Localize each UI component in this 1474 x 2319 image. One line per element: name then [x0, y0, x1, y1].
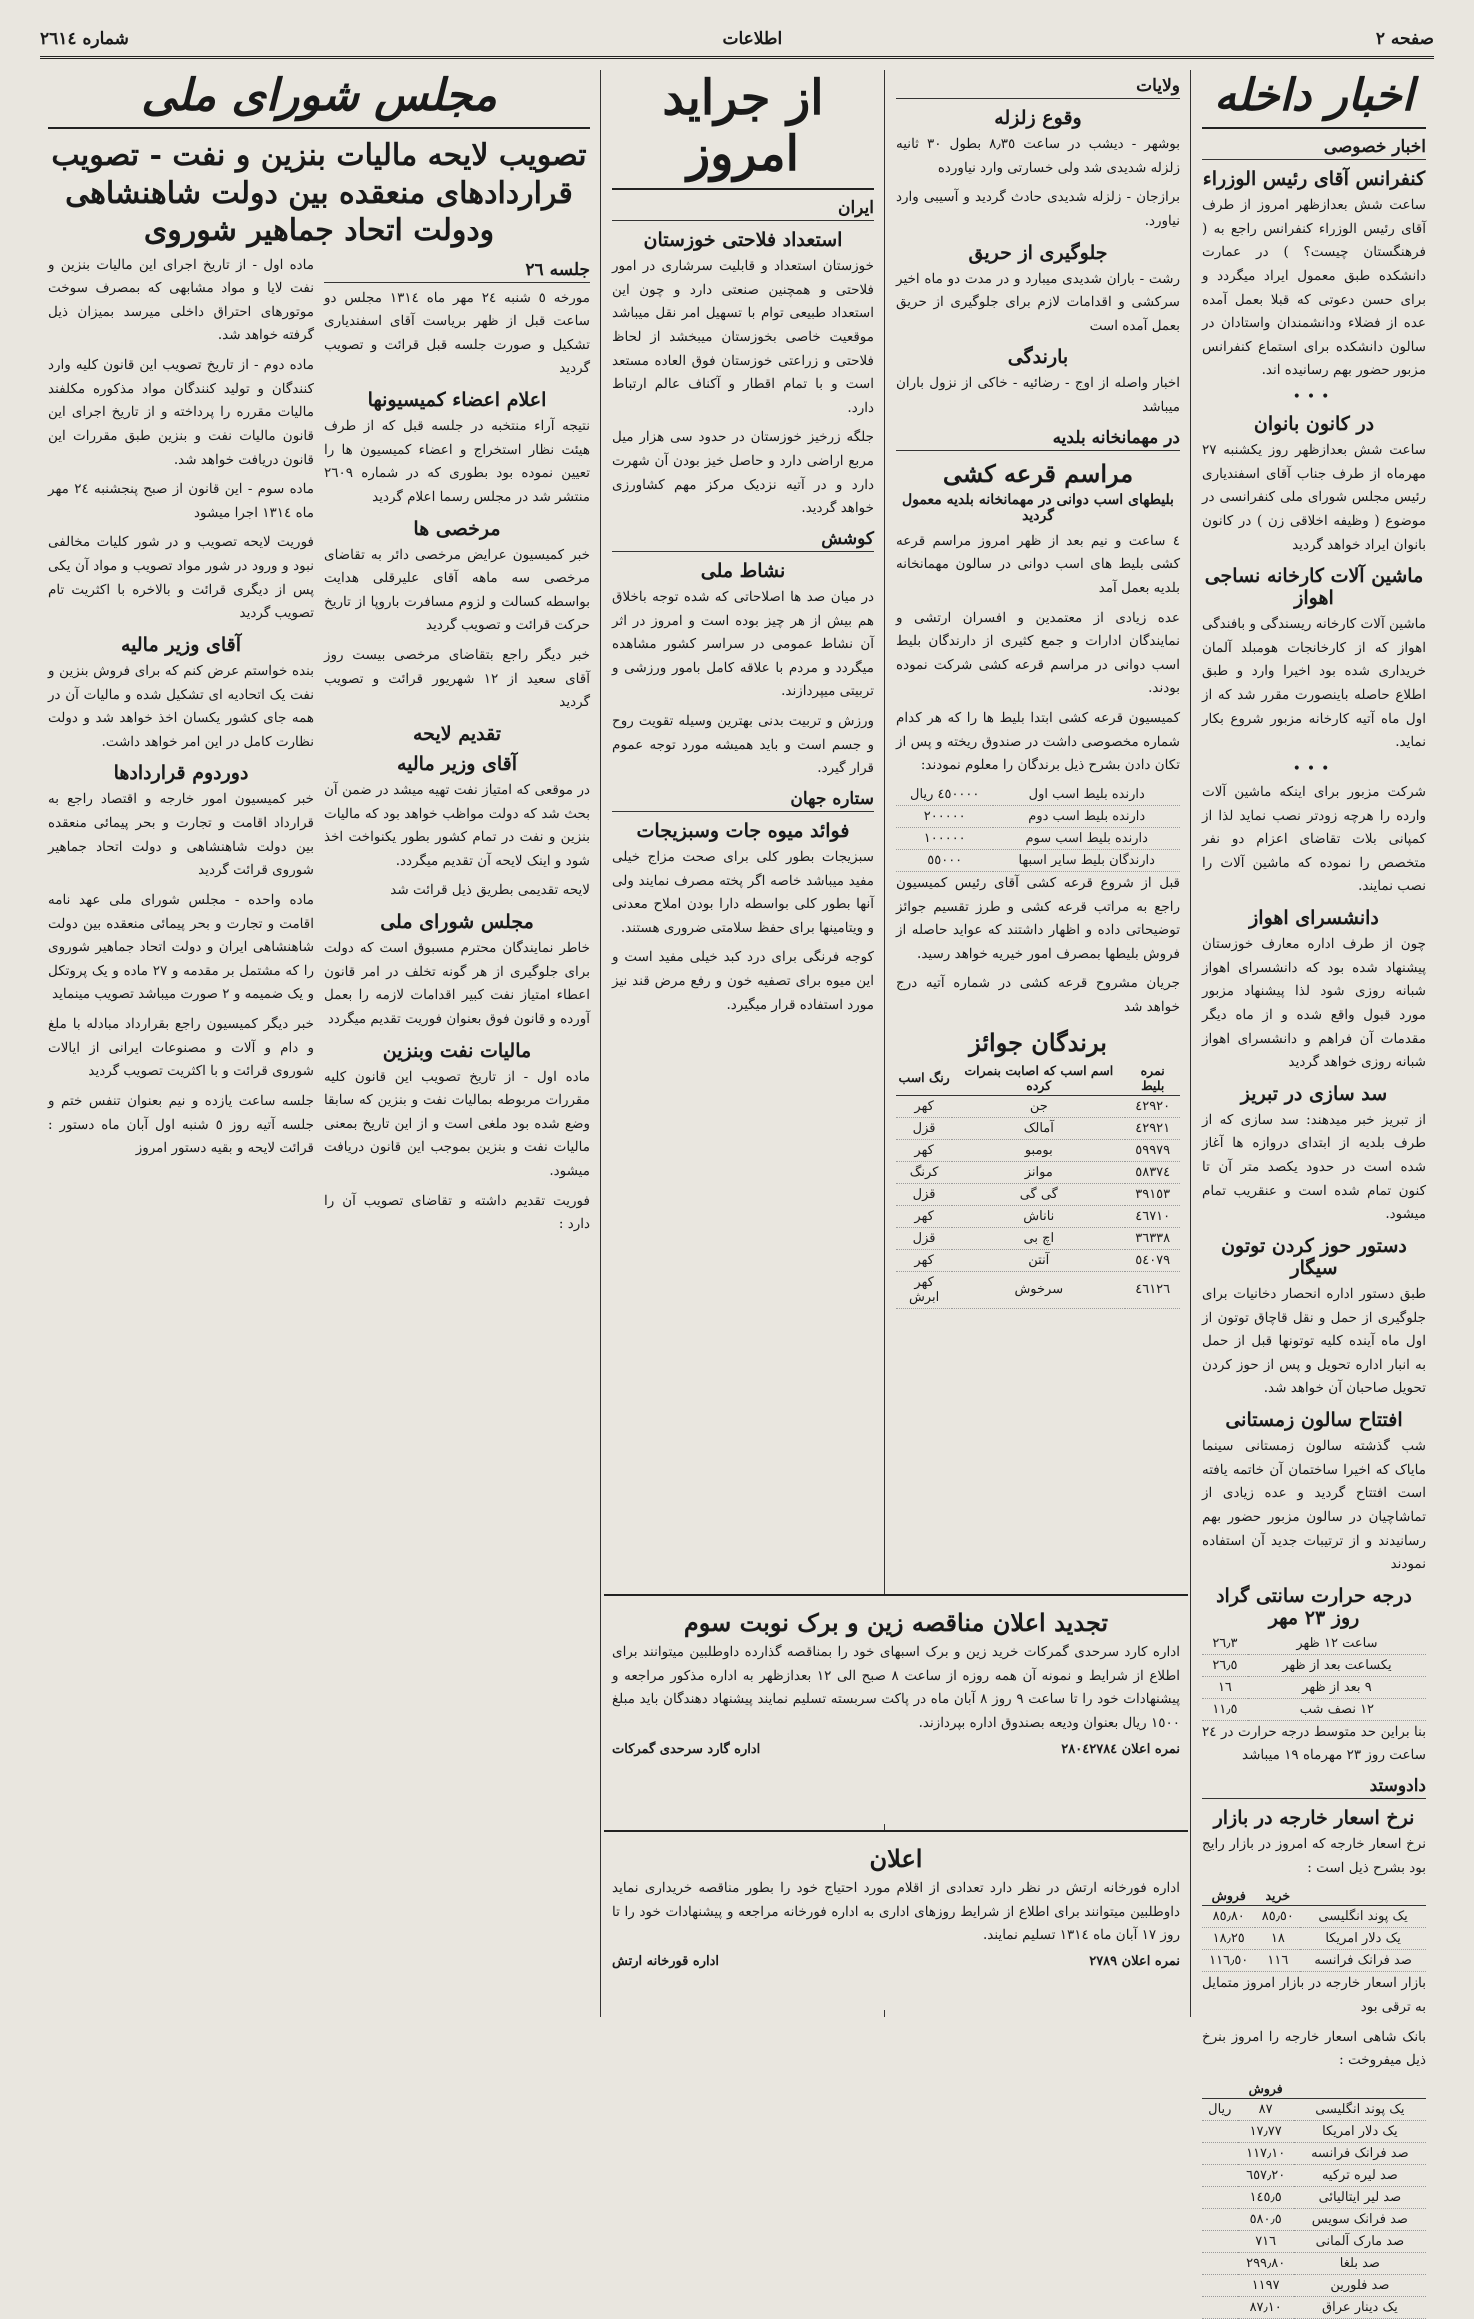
notice-reference: نمره اعلان ٢٧٨٩ [1089, 1953, 1180, 1969]
table-cell: ٧١٦ [1238, 2230, 1294, 2252]
prize-table [896, 784, 1180, 872]
table-cell: ٥٩٩٧٩ [1125, 1139, 1180, 1161]
table-row [1202, 1906, 1426, 1928]
table-cell: ٥٨٣٧٤ [1125, 1161, 1180, 1183]
headline: جلوگیری از حریق [968, 241, 1108, 264]
headline: مراسم قرعه کشی [942, 458, 1134, 488]
article-text: مورخه ٥ شنبه ٢٤ مهر ماه ١٣١٤ مجلس دو ساعت قبل از ظهر بریاست آقای اسفندیاری تشکیل و صورت جلسه قبل قرائت و تصویب گردید [324, 289, 591, 377]
table-row [1202, 2274, 1426, 2296]
article-text: شب گذشته سالون زمستانی سینما مایاک که اخیرا ساختمان آن خاتمه یافته است افتتاح گردید و عده زیادی از تماشاچیان در سالون مزبور حضور بهم رسانیدند و از ترتیبات جدید آن استفاده نمودند [1202, 1438, 1426, 1573]
headline: اعلام اعضاء کمیسیونها [367, 389, 547, 411]
table-cell [1202, 2252, 1238, 2274]
headline: مالیات نفت وبنزین [382, 1039, 532, 1062]
table-cell: ١١٦٫٥٠ [1202, 1950, 1255, 1972]
table-row [1202, 2208, 1426, 2230]
table-row [896, 1139, 1180, 1161]
table-cell: ٣٦٣٣٨ [1125, 1227, 1180, 1249]
headline: ماشین آلات کارخانه نساجی اهواز [1204, 565, 1424, 610]
article-text: خبر دیگر کمیسیون راجع بقرارداد مبادله با ملغ و دام و آلات و مصنوعات ایرانی از ایالات شوروی قرائت و با اکثریت تصویب گردید [48, 1016, 314, 1080]
article-text: سبزیجات بطور کلی برای صحت مزاج خیلی مفید میباشد خاصه اگر پخته مصرف نمایند ولی آنها بطور کلی بواسطه دارا بودن املاح معدنی و ویتامینها برای حفظ سلامتی ضروری هستند. [612, 848, 874, 936]
majlis-masthead: مجلس شورای ملی [48, 70, 590, 129]
column-header: فروش [1202, 1886, 1255, 1906]
table-row [896, 827, 1180, 849]
table-cell: آمالک [952, 1117, 1125, 1139]
table-cell: ٤٦٧١٠ [1125, 1205, 1180, 1227]
table-row [1202, 2142, 1426, 2164]
press-review-column [604, 70, 882, 1587]
table-cell: ٢٦٫٣ [1202, 1633, 1248, 1655]
article-text: جلسه ساعت یازده و نیم بعنوان تنفس ختم و جلسه آتیه روز ٥ شنبه اول آبان ماه دستور : قرائت لایحه و بقیه دستور امروز [48, 1092, 314, 1157]
section-label: اخبار خصوصی [1202, 135, 1426, 160]
article-text: بوشهر - دیشب در ساعت ٨٫٣٥ بطول ٣٠ ثانیه زلزله شدیدی شد ولی خسارتی وارد نیاورده [896, 136, 1180, 176]
table-row [896, 1117, 1180, 1139]
article-text: جریان مشروح قرعه کشی در شماره آتیه درج خواهد شد [896, 975, 1180, 1015]
running-head [40, 22, 1434, 59]
headline: آقای وزیر مالیه [120, 633, 242, 656]
article-text: بنده خواستم عرض کنم که برای فروش بنزین و نفت یک اتحادیه ای تشکیل شده و مالیات آن در همه جای کشور یکسان اخذ خواهد شد و دولت نظارت کامل در این امر خواهد داشت. [48, 662, 314, 750]
column-header: فروش [1238, 2079, 1294, 2099]
table-cell: ٢٦٫٥ [1202, 1654, 1248, 1676]
table-cell: آنتن [952, 1249, 1125, 1271]
article-text: ماده اول - از تاریخ تصویب این قانون کلیه مقررات مربوطه بمالیات نفت و بنزین که سابقا وضع شده بود ملغی است و از این تاریخ بمعنی مالیات نفت و بنزین بموجب این قانون دریافت میشود. [324, 1068, 590, 1179]
table-cell: یکساعت بعد از ظهر [1248, 1654, 1426, 1676]
table-cell: ١٨ [1255, 1928, 1300, 1950]
table-row [1202, 1698, 1426, 1720]
table-cell [1202, 2120, 1238, 2142]
table-cell: ساعت ١٢ ظهر [1248, 1633, 1426, 1655]
article-text: کمیسیون قرعه کشی ابتدا بلیط ها را که هر کدام شماره مخصوصی داشت در صندوق ریخته و پس از تکان دادن بشرح ذیل برندگان را معلوم نمودند: [896, 710, 1180, 774]
table-row [896, 1227, 1180, 1249]
table-row [1202, 2186, 1426, 2208]
table-row [1202, 1676, 1426, 1698]
headline: مرخصی ها [413, 517, 501, 540]
article-text: ماشین آلات کارخانه ریسندگی و بافندگی اهواز که از کارخانجات هومبلد آلمان خریداری شده بود اخیرا وارد و طبق اطلاع حاصله باینصورت مقرر شد که از اول ماه آتیه کارخانه مزبور شروع بکار نماید. [1202, 616, 1426, 751]
table-cell: ٨٥٫٥٠ [1255, 1906, 1300, 1928]
section-label: ستاره جهان [612, 787, 874, 812]
press-review-masthead: از جراید امروز [612, 70, 874, 190]
table-cell: جن [952, 1095, 1125, 1117]
article-text: در موقعی که امتیاز نفت تهیه میشد در ضمن آن بحث شد که دولت مواظب خواهد بود که مالیات بنزین و نفت در تمام کشور بطور یکنواخت اخذ شود و اینک لایحه آن تقدیم میگردد. [324, 781, 590, 869]
notice-title: تجدید اعلان مناقصه زین و برک نوبت سوم [683, 1608, 1109, 1637]
table-row [1202, 1633, 1426, 1655]
bank-rate-table [1202, 2079, 1426, 2319]
table-cell: یک پوند انگلیسی [1294, 2098, 1426, 2120]
table-cell: ٤٥٠٠٠٠ ریال [896, 784, 993, 806]
headline: سد سازی در تبریز [1240, 1082, 1388, 1105]
table-cell: کهر [896, 1205, 952, 1227]
table-header-row [1202, 2079, 1426, 2099]
headline: درجه حرارت سانتی گراد روز ٢٣ مهر [1216, 1584, 1412, 1629]
article-text: ماده سوم - این قانون از صبح پنجشنبه ٢٤ مهر ماه ١٣١٤ اجرا میشود [48, 481, 314, 521]
column-header [1294, 2079, 1426, 2099]
notice-text: اداره کارد سرحدی گمرکات خرید زین و برک اسبهای خود را بمناقصه گذارده داوطلبین میتوانند برای اطلاع از شرایط و نمونه آن همه روزه از ساعت ٨ صبح الی ١٢ بعدازظهر به اداره مذکور مراجعه و پیشنهادات خود را تا ساعت ٩ روز ٨ آبان ماه در پاکت سربسته تسلیم نمایند پیشنهاد دهندگان باید مبلغ ١٥٠٠ ریال بعنوان ودیعه بصندوق اداره بپردازند. [612, 1644, 1181, 1731]
table-cell: ١١٧٫١٠ [1238, 2142, 1294, 2164]
table-cell: ٥٨٠٫٥ [1238, 2208, 1294, 2230]
table-cell: ٨٧ [1238, 2098, 1294, 2120]
article-text: شرکت مزبور برای اینکه ماشین آلات وارده را هرچه زودتر نصب نماید لذا از کمپانی بلات تقاضای اعزام دو نفر متخصص را نموده که ماشین آلات را نصب نمایند. [1202, 783, 1426, 895]
majlis-subcolumn-left [48, 254, 314, 1243]
table-cell [1202, 2142, 1238, 2164]
column-header [1202, 2079, 1238, 2099]
paper-name: اطلاعات [722, 29, 783, 49]
article-text: ٤ ساعت و نیم بعد از ظهر امروز مراسم قرعه کشی بلیط های اسب دوانی در سالون مهمانخانه بلدیه بعمل آمد [896, 532, 1180, 596]
separator: ••• [1292, 389, 1336, 405]
article-text: فوریت لایحه تصویب و در شور کلیات مخالفی نبود و ورود در شور مواد تصویب و مواد آن یکی پس از دیگری قرائت و بالاخره با اکثریت تام تصویب گردید [48, 534, 314, 622]
table-cell: ٤٦١٢٦ [1125, 1271, 1180, 1308]
table-cell: ٣٩١٥٣ [1125, 1183, 1180, 1205]
article-text: جلگه زرخیز خوزستان در حدود سی هزار میل مربع اراضی دارد و حاصل خیز بودن آن شهرت دارد و در آتیه نزدیک مرکز مهم کشاورزی خواهد گردید. [612, 429, 874, 517]
table-cell: ١٦ [1202, 1676, 1248, 1698]
article-text: نتیجه آراء منتخبه در جلسه قبل که از طرف هیئت نظار استخراج و اعضاء کمیسیون ها را تعیین نموده بود بطوری که در شماره ٢٦٠٩ منتشر شد در مجلس رسما اعلام گردید [324, 418, 590, 505]
column-header: اسم اسب که اصابت بنمرات کرده [952, 1061, 1125, 1096]
table-row [896, 1095, 1180, 1117]
table-cell: ٦٥٧٫٢٠ [1238, 2164, 1294, 2186]
column-header: رنگ اسب [896, 1061, 952, 1096]
session-label: جلسه ٢٦ [324, 258, 590, 283]
table-row [896, 805, 1180, 827]
table-row [896, 1249, 1180, 1271]
majlis-subcolumn-right [324, 254, 590, 1243]
notice-signature: اداره گارد سرحدی گمرکات [612, 1741, 761, 1757]
table-cell: کهر [896, 1139, 952, 1161]
table-cell: صد لیر ایتالیائی [1294, 2186, 1426, 2208]
table-cell: ٤٢٩٢٠ [1125, 1095, 1180, 1117]
column-header [1300, 1886, 1426, 1906]
article-text: چون از طرف اداره معارف خوزستان پیشنهاد شده بود که دانشسرای اهواز شبانه روزی شود لذا پیشنهاد مزبور مورد قبول واقع شده و از ماه دیگر مقدمات آن فراهم و دانشسرای اهواز شبانه روزی خواهد گردید [1202, 936, 1426, 1071]
headline: برندگان جوائز [969, 1027, 1107, 1057]
article-text: اخبار واصله از اوج - رضائیه - خاکی از نزول باران میباشد [896, 375, 1180, 415]
table-cell: ١٧٫٧٧ [1238, 2120, 1294, 2142]
article-text: از تبریز خبر میدهند: سد سازی که از طرف بلدیه از ابتدای دروازه ها آغاز شده است در حدود یکصد متر آن تا کنون تمام شده است و عنقریب تمام میشود. [1202, 1111, 1426, 1223]
table-cell [1202, 2274, 1238, 2296]
notice-footer [612, 1742, 1180, 1757]
table-row [1202, 2120, 1426, 2142]
column-header: خرید [1255, 1886, 1300, 1906]
headline: دوردوم قراردادها [113, 762, 249, 785]
table-row [1202, 1654, 1426, 1676]
headline: تقدیم لایحه [413, 722, 501, 745]
table-cell: دارنده بلیط اسب اول [993, 784, 1180, 806]
table-cell: کرنگ [896, 1161, 952, 1183]
domestic-news-masthead: اخبار داخله [1202, 70, 1426, 129]
subheadline: بلیطهای اسب دوانی در مهمانخانه بلدیه معمول گردید [902, 491, 1174, 524]
table-row [1202, 2230, 1426, 2252]
table-row [896, 784, 1180, 806]
table-cell: دارنده بلیط اسب دوم [993, 805, 1180, 827]
column-header: نمره بلیط [1125, 1061, 1180, 1096]
article-text: قبل از شروع قرعه کشی آقای رئیس کمیسیون راجع به مراتب قرعه کشی و طرز تقسیم جوائز توضیحاتی داده و اظهار داشتند که عواید حاصله از فروش بلیطها بمصرف امور خیریه خواهد رسید. [896, 874, 1180, 962]
table-cell: ناناش [952, 1205, 1125, 1227]
table-cell: کهر [896, 1095, 952, 1117]
table-row [896, 1161, 1180, 1183]
table-cell: بومبو [952, 1139, 1125, 1161]
headline: افتتاح سالون زمستانی [1225, 1409, 1403, 1431]
article-text: خبر کمیسیون امور خارجه و اقتصاد راجع به قرارداد اقامت و تجارت و بحر پیمائی منعقده بین دولت شاهنشاهی و دولت اتحاد جماهیر شوروی قرائت گردید [48, 791, 314, 879]
headline: در کانون بانوان [1253, 413, 1375, 435]
notice-title: اعلان [869, 1844, 923, 1873]
table-cell: اچ بی [952, 1227, 1125, 1249]
article-text: بازار اسعار خارجه در بازار امروز متمایل به ترقی بود [1202, 1975, 1426, 2015]
table-cell: ١١٩٧ [1238, 2274, 1294, 2296]
table-cell: موانز [952, 1161, 1125, 1183]
temperature-table [1202, 1633, 1426, 1721]
headline: دستور حوز کردن توتون سیگار [1221, 1234, 1407, 1279]
notice-signature: اداره قورخانه ارتش [612, 1953, 720, 1969]
article-text: فوریت تقدیم داشته و تقاضای تصویب آن را دارد : [324, 1192, 590, 1233]
column-rule [1190, 70, 1191, 2017]
table-cell: قزل [896, 1117, 952, 1139]
table-cell [1202, 2164, 1238, 2186]
headline: دانشسرای اهواز [1249, 907, 1379, 929]
table-cell: ریال [1202, 2098, 1238, 2120]
table-cell: دارندگان بلیط سایر اسبها [993, 849, 1180, 871]
table-cell: ٢٠٠٠٠٠ [896, 805, 993, 827]
table-cell: صد بلغا [1294, 2252, 1426, 2274]
table-cell: یک دلار امریکا [1294, 2120, 1426, 2142]
table-row [1202, 1950, 1426, 1972]
table-cell: یک پوند انگلیسی [1300, 1906, 1426, 1928]
announcement-notice [604, 1830, 1188, 2010]
article-text: خوزستان استعداد و قابلیت سرشاری در امور فلاحتی و همچنین صنعتی دارد و چون این استعداد طبیعی توام با تسهیل امر نقل میباشد موقعیت خاصی بخوزستان میبخشد از لحاظ فلاحتی و زراعتی خوزستان فوق العاده مستعد است و با تمام اقطار و آکناف عالم ارتباط دارد. [612, 258, 874, 416]
headline: استعداد فلاحتی خوزستان [643, 229, 843, 251]
domestic-news-column [1194, 70, 1434, 2315]
table-cell: صد فرانک فرانسه [1300, 1950, 1426, 1972]
table-cell: یک دینار عراق [1294, 2296, 1426, 2318]
article-text: بانک شاهی اسعار خارجه را امروز بنرخ ذیل میفروخت : [1202, 2028, 1426, 2069]
table-cell: قزل [896, 1183, 952, 1205]
article-text: در میان صد ها اصلاحاتی که شده توجه باخلاق هم بیش از هر چیز بوده است و امروز در اثر آن نشاط عمومی در سراسر کشور مشاهده میگردد و مردم با علاقه کامل بامور ورزشی و تربیتی میپردازند. [612, 588, 874, 700]
table-cell: ٨٥٫٨٠ [1202, 1906, 1255, 1928]
article-text: نرخ اسعار خارجه که امروز در بازار رایج بود بشرح ذیل است : [1202, 1836, 1426, 1876]
headline: کنفرانس آقای رئیس الوزراء [1202, 168, 1426, 190]
table-cell: صد فرانک سویس [1294, 2208, 1426, 2230]
table-cell [1202, 2296, 1238, 2318]
notice-footer [612, 1954, 1180, 1969]
table-row [1202, 2296, 1426, 2318]
headline: نشاط ملی [700, 559, 786, 582]
table-row [1202, 2252, 1426, 2274]
headline: وقوع زلزله [994, 107, 1082, 129]
table-cell [1202, 2208, 1238, 2230]
table-cell: ٤٢٩٢١ [1125, 1117, 1180, 1139]
table-cell: صد مارک آلمانی [1294, 2230, 1426, 2252]
article-text: ماده دوم - از تاریخ تصویب این قانون کلیه وارد کنندگان و تولید کنندگان مواد مذکوره مکلفند مالیات مقرره را پرداخته و از تاریخ اجرای این قانون مالیات نفت و بنزین طبق مقررات این قانون دریافت خواهد شد. [48, 357, 314, 468]
table-cell: ١٤٥٫٥ [1238, 2186, 1294, 2208]
table-cell: ١٨٫٢٥ [1202, 1928, 1255, 1950]
article-text: خاطر نمایندگان محترم مسبوق است که دولت برای جلوگیری از هر گونه تخلف در امر قانون اعطاء امتیاز نفت کبیر اقدامات لازمه را بعمل آورده و قانون فوق بعنوان فوریت تقدیم میگردد [324, 940, 590, 1027]
notice-reference: نمره اعلان ٢٨٠٤٢٧٨٤ [1061, 1741, 1180, 1757]
table-cell: صد فلورین [1294, 2274, 1426, 2296]
issue-number: شماره ٢٦١٤ [40, 29, 129, 49]
article-text: لایحه تقدیمی بطریق ذیل قرائت شد [390, 882, 590, 899]
section-label: ایران [612, 196, 874, 221]
table-row [1202, 1928, 1426, 1950]
article-text: خبر کمیسیون عرایض مرخصی دائر به تقاضای مرخصی سه ماهه آقای علیرقلی هدایت بواسطه کسالت و لزوم مسافرت باروپا از تاریخ حرکت قرائت و تصویب گردید [324, 546, 590, 634]
table-row [896, 1183, 1180, 1205]
column-rule [600, 70, 601, 2017]
article-text: رشت - باران شدیدی میبارد و در مدت دو ماه اخیر سرکشی و اقدامات لازم برای جلوگیری از حریق بعمل آمده است [896, 270, 1180, 334]
table-cell: کهر ابرش [896, 1271, 952, 1308]
article-text: کوجه فرنگی برای درد کبد خیلی مفید است و این میوه برای تصفیه خون و رفع مرض قند نیز مورد استفاده قرار میگیرد. [612, 949, 874, 1013]
table-cell: قزل [896, 1227, 952, 1249]
table-cell: صد فرانک فرانسه [1294, 2142, 1426, 2164]
article-text: برازجان - زلزله شدیدی حادث گردید و آسیبی وارد نیاورد. [896, 189, 1180, 229]
table-row [896, 1271, 1180, 1308]
table-row [1202, 2164, 1426, 2186]
headline: مجلس شورای ملی [380, 911, 534, 933]
majlis-column [40, 70, 598, 2017]
table-cell: ١٠٠٠٠٠ [896, 827, 993, 849]
table-cell: ٨٧٫١٠ [1238, 2296, 1294, 2318]
table-cell: ٥٤٠٧٩ [1125, 1249, 1180, 1271]
article-text: ورزش و تربیت بدنی بهترین وسیله تقویت روح و جسم است و باید همیشه مورد توجه عموم قرار گیرد. [612, 713, 874, 777]
section-label: در مهمانخانه بلدیه [896, 426, 1180, 451]
table-row [896, 849, 1180, 871]
winners-table [896, 1061, 1180, 1309]
article-text: ساعت شش بعدازظهر روز یکشنبه ٢٧ مهرماه از طرف جناب آقای اسفندیاری رئیس مجلس شورای ملی کنفرانسی در موضوع ( وظیفه اخلاقی زن ) در کانون بانوان ایراد خواهد گردید [1202, 442, 1426, 553]
table-cell: ٥٥٠٠٠ [896, 849, 993, 871]
article-text: ماده اول - از تاریخ اجرای این مالیات بنزین و نفت لایا و مواد مشابهی که بمصرف سوخت موتورهای احتراق داخلی میرسد بمیزان ذیل گرفته خواهد شد. [48, 256, 314, 344]
section-label: ولایات [896, 74, 1180, 99]
provinces-column [888, 70, 1188, 1587]
table-cell: ١٢ نصف شب [1248, 1698, 1426, 1720]
tender-notice [604, 1594, 1188, 1824]
table-header-row [1202, 1886, 1426, 1906]
table-cell [1202, 2186, 1238, 2208]
article-text: خبر دیگر راجع بتقاضای مرخصی بیست روز آقای سعید از ١٢ شهریور قرائت و تصویب گردید [324, 647, 590, 711]
table-cell: گی گی [952, 1183, 1125, 1205]
table-cell: دارنده بلیط اسب سوم [993, 827, 1180, 849]
table-cell: ٢٩٩٫٨٠ [1238, 2252, 1294, 2274]
table-cell: ٩ بعد از ظهر [1248, 1676, 1426, 1698]
article-text: عده زیادی از معتمدین و افسران ارتشی و نمایندگان ادارات و جمع کثیری از دارندگان بلیط اسب دوانی در مراسم قرعه کشی شرکت نموده بودند. [896, 609, 1180, 697]
main-headline: تصویب لایحه مالیات بنزین و نفت - تصویب قراردادهای منعقده بین دولت شاهنشاهی ودولت اتحاد جماهیر شوروی [51, 138, 587, 248]
page-label: صفحه ٢ [1375, 29, 1434, 49]
headline: آقای وزیر مالیه [396, 752, 518, 775]
article-text: ماده واحده - مجلس شورای ملی عهد نامه اقامت و تجارت و بحر پیمائی منعقده بین دولت شاهنشاهی ایران و دولت اتحاد جماهیر شوروی را که مشتمل بر مقدمه و ٢٧ ماده و یک پروتکل و یک ضمیمه و ٢ صورت میباشد تصویب مینماید [48, 891, 314, 1003]
article-text: بنا براین حد متوسط درجه حرارت در ٢٤ ساعت روز ٢٣ مهرماه ١٩ میباشد [1202, 1723, 1426, 1764]
headline: بارندگی [1007, 346, 1069, 369]
headline: نرخ اسعار خارجه در بازار [1213, 1807, 1415, 1829]
exchange-rate-table [1202, 1886, 1426, 1972]
headline: فوائد میوه جات وسبزیجات [636, 819, 850, 842]
table-cell: ١١٫٥ [1202, 1698, 1248, 1720]
table-cell: یک دلار امریکا [1300, 1928, 1426, 1950]
article-text: ساعت شش بعدازظهر امروز از طرف آقای رئیس الوزراء کنفرانس راجع به ( فرهنگستان چیست؟ ) در عمارت دانشکده طبق معمول ایراد میگردد و برای حسن دعوتی که قبلا بعمل آمده عده از فضلاء ودانشمندان واستادان در سالون دانشکده برای استماع کنفرانس مزبور حضور بهم رسانیده اند. [1202, 197, 1426, 379]
article-text: طبق دستور اداره انحصار دخانیات برای جلوگیری از حمل و نقل قاچاق توتون از اول ماه آینده کلیه توتونها قبل از حمل به انبار اداره تحویل و پس از حوز کردن تحویل صاحبان آن خواهد شد. [1202, 1285, 1426, 1397]
table-cell: سرخوش [952, 1271, 1125, 1308]
table-header-row [896, 1061, 1180, 1096]
table-cell: صد لیره ترکیه [1294, 2164, 1426, 2186]
table-cell: کهر [896, 1249, 952, 1271]
table-cell [1202, 2230, 1238, 2252]
section-label: کوشش [612, 527, 874, 552]
section-label: دادوستد [1202, 1774, 1426, 1799]
table-row [1202, 2098, 1426, 2120]
majlis-body [48, 254, 590, 1243]
table-cell: ١١٦ [1255, 1950, 1300, 1972]
notice-text: اداره فورخانه ارتش در نظر دارد تعدادی از اقلام مورد احتیاج خود را بطور مناقصه خریداری نماید داوطلبین میتوانند برای اطلاع از شرایط روزهای اداری به اداره فورخانه مراجعه و پیشنهادات خود را تا روز ١٧ آبان ماه ١٣١٤ تسلیم نمایند. [612, 1880, 1180, 1944]
separator: ••• [1292, 760, 1336, 777]
table-row [896, 1205, 1180, 1227]
